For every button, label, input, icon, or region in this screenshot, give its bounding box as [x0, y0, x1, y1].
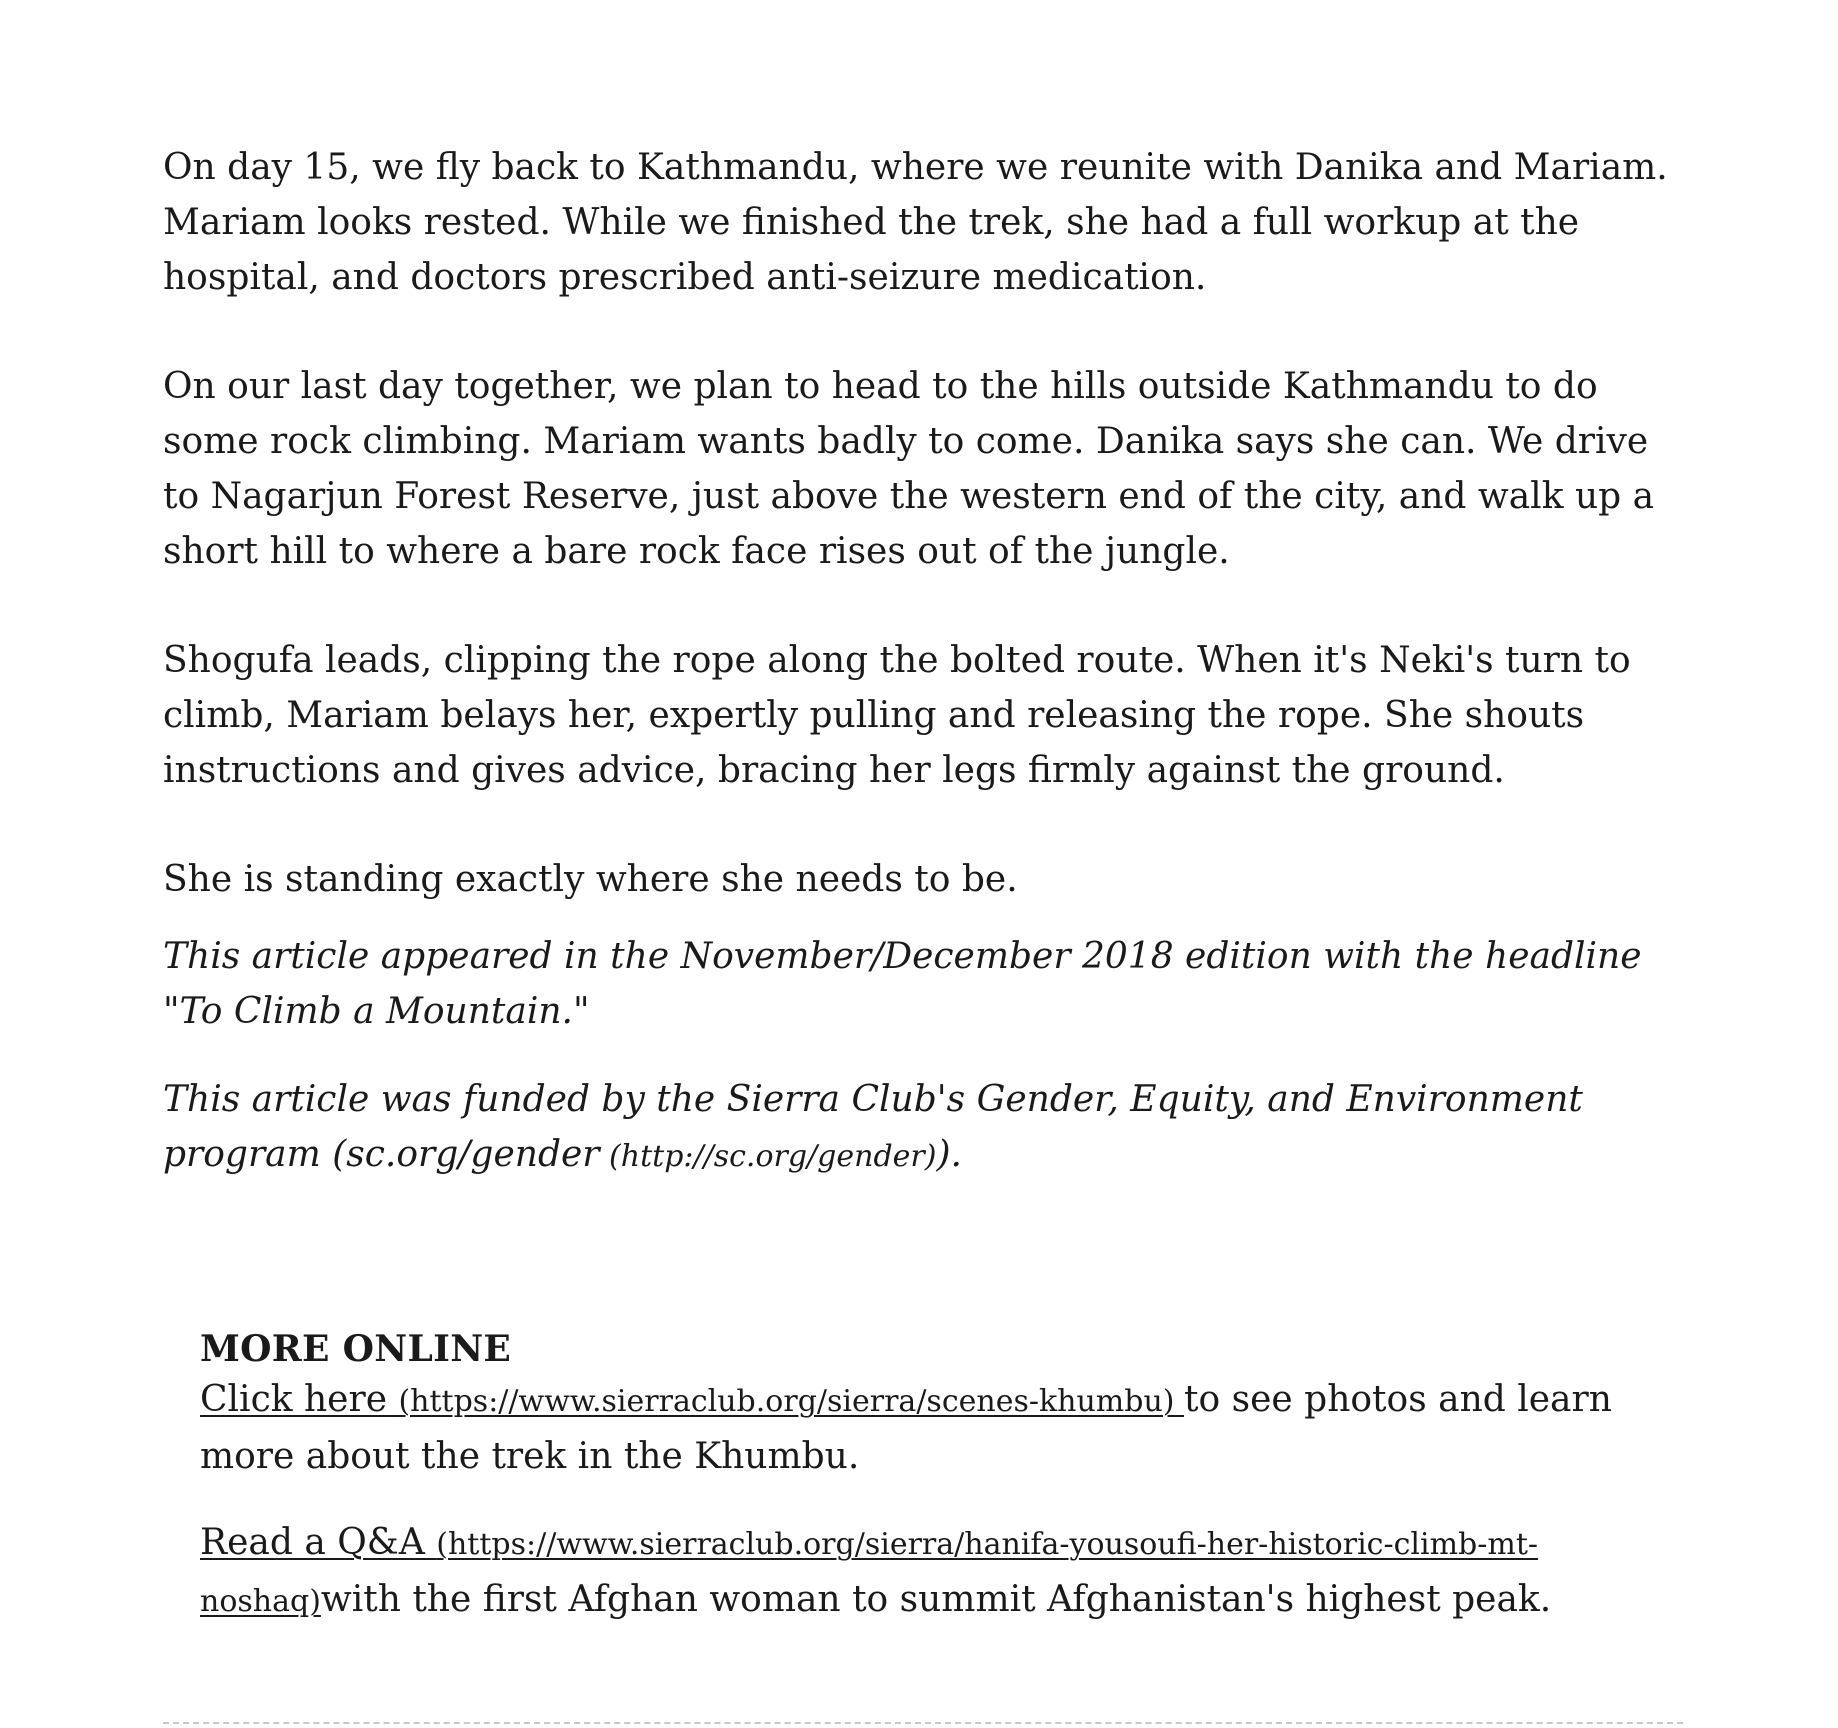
gender-program-url: (http://sc.org/gender): [599, 1139, 937, 1174]
photos-paragraph-text: to see photos and learn more about the trek in the Khumbu.: [200, 1379, 1612, 1477]
click-here-link-url: (https://www.sierraclub.org/sierra/scenes-khumbu): [398, 1384, 1185, 1419]
edition-note: This article appeared in the November/December 2018 edition with the headline "To Climb a Mountain.": [163, 936, 1642, 1032]
funding-note-text: This article was funded by the Sierra Club's Gender, Equity, and Environment program (: [163, 1079, 1583, 1175]
paragraph-return-kathmandu: On day 15, we fly back to Kathmandu, where we reunite with Danika and Mariam. Mariam looks rested. While we finished the trek, she had a full workup at the hospital, and doctors prescribed anti-seizure medication.: [163, 147, 1668, 298]
click-here-link[interactable]: [200, 1379, 1184, 1420]
qa-paragraph: [200, 1515, 1620, 1629]
click-here-link-text: Click here: [200, 1379, 399, 1420]
paragraph-belaying: Shogufa leads, clipping the rope along the bolted route. When it's Neki's turn to climb, Mariam belays her, expertly pulling and releasing the rope. She shouts instructions and gives advice, bracing her legs firmly against the ground.: [163, 640, 1631, 791]
paragraph-closing-line: She is standing exactly where she needs to be.: [163, 859, 1018, 900]
funding-note-end: ).: [936, 1134, 962, 1175]
read-qa-link-url: (https://www.sierraclub.org/sierra/hanifa-yousoufi-her-historic-climb-mt-noshaq): [200, 1527, 1539, 1619]
qa-paragraph-text: with the first Afghan woman to summit Afghanistan's highest peak.: [320, 1579, 1552, 1620]
paragraph-rock-climbing-plan: On our last day together, we plan to head to the hills outside Kathmandu to do some rock climbing. Mariam wants badly to come. Danika says she can. We drive to Nagarjun Forest Reserve, just above the western end of the city, and walk up a short hill to where a bare rock face rises out of the jungle.: [163, 366, 1655, 572]
photos-paragraph: [200, 1372, 1620, 1484]
section-divider: [163, 1722, 1683, 1724]
read-qa-link-text: Read a Q&A: [200, 1522, 437, 1563]
more-online-heading: MORE ONLINE: [200, 1328, 512, 1370]
more-online-box: [200, 1326, 1620, 1660]
gender-program-link[interactable]: sc.org/gender: [346, 1134, 600, 1175]
funding-note: [163, 1072, 1683, 1184]
article-body: [163, 140, 1683, 1217]
